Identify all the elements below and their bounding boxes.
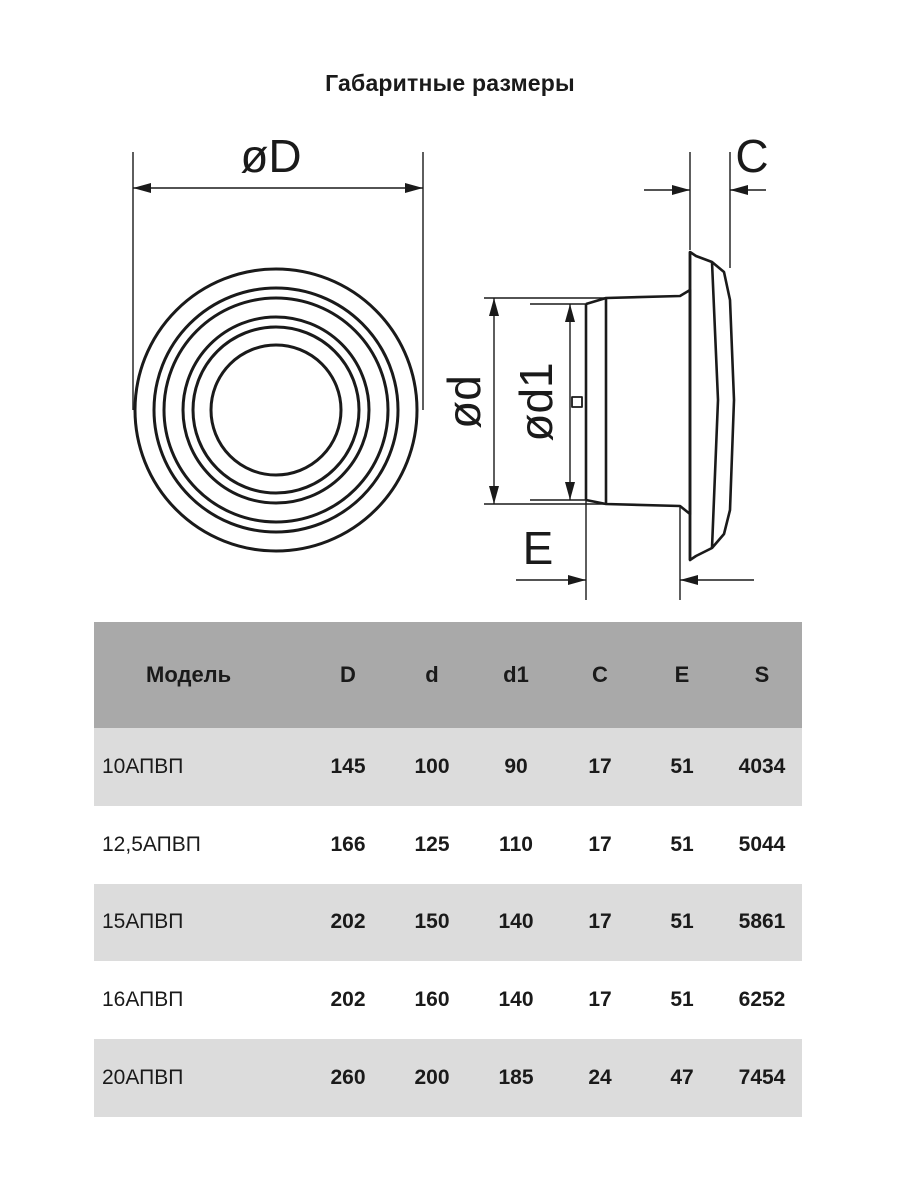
header-c: C — [558, 622, 642, 728]
cell-e: 51 — [642, 961, 722, 1039]
cell-d1: 140 — [474, 884, 558, 962]
outer-ring — [135, 269, 417, 551]
cell-s: 5861 — [722, 884, 802, 962]
e-label: E — [522, 522, 554, 574]
cell-model: 12,5АПВП — [94, 806, 306, 884]
cell-d: 150 — [390, 884, 474, 962]
cell-c: 17 — [558, 728, 642, 806]
header-s: S — [722, 622, 802, 728]
cell-s: 5044 — [722, 806, 802, 884]
page-title: Габаритные размеры — [325, 70, 575, 96]
cell-s: 4034 — [722, 728, 802, 806]
cell-e: 47 — [642, 1039, 722, 1117]
c-label: C — [735, 130, 769, 182]
cell-d-outer: 202 — [306, 884, 390, 962]
cell-c: 17 — [558, 961, 642, 1039]
header-model: Модель — [94, 622, 306, 728]
cell-d-outer: 260 — [306, 1039, 390, 1117]
cell-model: 16АПВП — [94, 961, 306, 1039]
inner-opening — [211, 345, 341, 475]
table-row — [94, 1039, 802, 1117]
cell-d: 160 — [390, 961, 474, 1039]
header-d: d — [390, 622, 474, 728]
diameter-dimension — [133, 152, 423, 410]
header-d-outer: D — [306, 622, 390, 728]
cell-model: 15АПВП — [94, 884, 306, 962]
table-row — [94, 884, 802, 962]
cell-e: 51 — [642, 728, 722, 806]
cell-d-outer: 166 — [306, 806, 390, 884]
cell-c: 17 — [558, 884, 642, 962]
cell-d-outer: 202 — [306, 961, 390, 1039]
cell-d1: 185 — [474, 1039, 558, 1117]
cell-s: 7454 — [722, 1039, 802, 1117]
cell-d1: 110 — [474, 806, 558, 884]
table-header-row — [94, 622, 802, 728]
d1-label: ød1 — [510, 362, 562, 442]
cell-model: 10АПВП — [94, 728, 306, 806]
cell-c: 24 — [558, 1039, 642, 1117]
cell-d: 200 — [390, 1039, 474, 1117]
side-tab — [572, 397, 582, 407]
cell-d1: 140 — [474, 961, 558, 1039]
table-row — [94, 806, 802, 884]
ring-5 — [193, 327, 359, 493]
cell-e: 51 — [642, 884, 722, 962]
cell-d: 100 — [390, 728, 474, 806]
d-label: ød — [438, 375, 490, 429]
flange — [690, 252, 734, 560]
ring-3 — [164, 298, 388, 522]
cell-c: 17 — [558, 806, 642, 884]
cell-s: 6252 — [722, 961, 802, 1039]
cell-d-outer: 145 — [306, 728, 390, 806]
dimensions-table — [94, 622, 802, 1117]
table-row — [94, 961, 802, 1039]
cell-d: 125 — [390, 806, 474, 884]
cell-d1: 90 — [474, 728, 558, 806]
cell-e: 51 — [642, 806, 722, 884]
header-e: E — [642, 622, 722, 728]
diameter-label: øD — [240, 130, 302, 182]
ring-2 — [154, 288, 398, 532]
header-d1: d1 — [474, 622, 558, 728]
table-row — [94, 728, 802, 806]
front-view — [135, 269, 417, 551]
cell-model: 20АПВП — [94, 1039, 306, 1117]
sleeve — [586, 290, 690, 514]
